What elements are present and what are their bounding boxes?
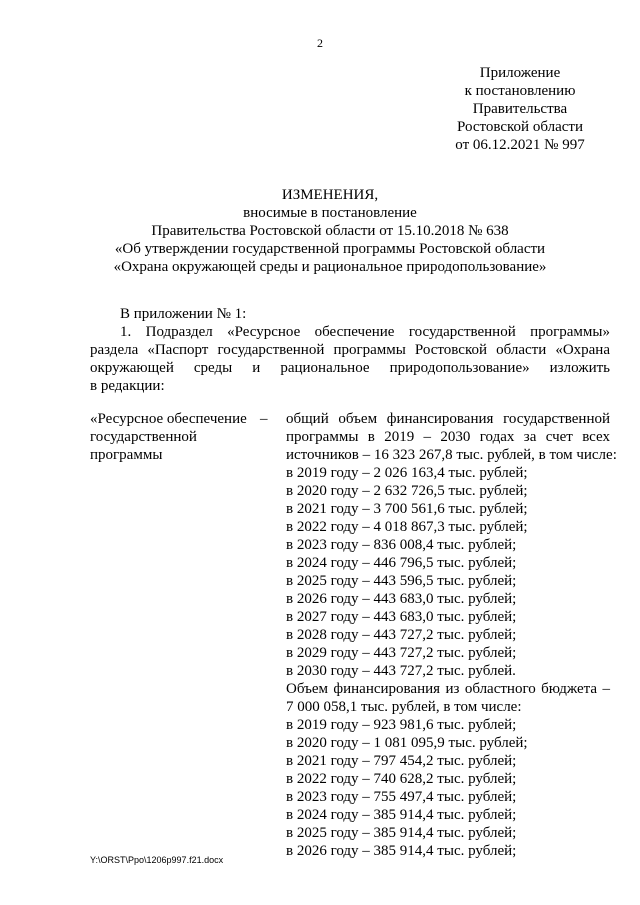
funding-line: в 2023 году – 836 008,4 тыс. рублей; <box>286 537 517 553</box>
funding-line: в 2025 году – 443 596,5 тыс. рублей; <box>286 573 517 589</box>
funding-line: Объем финансирования из областного бюджета – <box>286 681 610 697</box>
section-dash: – <box>260 411 268 427</box>
section-label-line: программы <box>90 447 163 463</box>
funding-line: в 2024 году – 446 796,5 тыс. рублей; <box>286 555 517 571</box>
funding-line: программы в 2019 – 2030 годах за счет всех <box>286 429 610 445</box>
funding-line: в 2021 году – 3 700 561,6 тыс. рублей; <box>286 501 528 517</box>
funding-line: в 2026 году – 385 914,4 тыс. рублей; <box>286 843 517 859</box>
intro-paragraph <box>90 305 610 395</box>
funding-line: в 2025 году – 385 914,4 тыс. рублей; <box>286 825 517 841</box>
funding-line: общий объем финансирования государственной <box>286 411 610 427</box>
title-line: ИЗМЕНЕНИЯ, <box>281 187 379 203</box>
funding-line: в 2022 году – 740 628,2 тыс. рублей; <box>286 771 517 787</box>
funding-line: в 2019 году – 2 026 163,4 тыс. рублей; <box>286 465 528 481</box>
section-label <box>90 410 290 464</box>
document-title <box>60 186 600 276</box>
funding-line: источников – 16 323 267,8 тыс. рублей, в том числе: <box>286 447 617 463</box>
funding-line: в 2024 году – 385 914,4 тыс. рублей; <box>286 807 517 823</box>
funding-line: в 2030 году – 443 727,2 тыс. рублей. <box>286 663 516 679</box>
section-label-line: «Ресурсное обеспечение <box>90 411 247 427</box>
approval-block <box>420 64 620 154</box>
funding-line: в 2029 году – 443 727,2 тыс. рублей; <box>286 645 517 661</box>
intro-line: раздела «Паспорт государственной программы Ростовской области «Охрана <box>90 342 610 358</box>
funding-line: в 2026 году – 443 683,0 тыс. рублей; <box>286 591 517 607</box>
approval-line: Правительства <box>472 101 568 117</box>
funding-line: в 2019 году – 923 981,6 тыс. рублей; <box>286 717 517 733</box>
footer-file-path: Y:\ORST\Ppo\1206p997.f21.docx <box>90 855 224 865</box>
title-line: «Охрана окружающей среды и рациональное природопользование» <box>113 259 547 275</box>
funding-line: в 2021 году – 797 454,2 тыс. рублей; <box>286 753 517 769</box>
intro-line: В приложении № 1: <box>120 306 247 322</box>
funding-content <box>286 410 617 860</box>
title-line: вносимые в постановление <box>243 205 417 221</box>
approval-line: Ростовской области <box>457 119 583 135</box>
section-label-line: государственной <box>90 429 197 445</box>
intro-line: 1. Подраздел «Ресурсное обеспечение государственной программы» <box>120 324 610 340</box>
funding-line: в 2028 году – 443 727,2 тыс. рублей; <box>286 627 517 643</box>
approval-line: Приложение <box>479 65 561 81</box>
approval-line: к постановлению <box>464 83 576 99</box>
funding-line: в 2020 году – 1 081 095,9 тыс. рублей; <box>286 735 528 751</box>
funding-line: в 2023 году – 755 497,4 тыс. рублей; <box>286 789 517 805</box>
title-line: «Об утверждении государственной программы Ростовской области <box>114 241 546 257</box>
funding-line: в 2027 году – 443 683,0 тыс. рублей; <box>286 609 517 625</box>
approval-line: от 06.12.2021 № 997 <box>455 137 585 153</box>
intro-line: окружающей среды и рациональное природопользование» изложить <box>90 360 610 376</box>
funding-line: 7 000 058,1 тыс. рублей, в том числе: <box>286 699 522 715</box>
page-number: 2 <box>317 36 323 50</box>
title-line: Правительства Ростовской области от 15.10.2018 № 638 <box>151 223 509 239</box>
funding-line: в 2020 году – 2 632 726,5 тыс. рублей; <box>286 483 528 499</box>
funding-line: в 2022 году – 4 018 867,3 тыс. рублей; <box>286 519 528 535</box>
intro-line: в редакции: <box>90 378 165 394</box>
